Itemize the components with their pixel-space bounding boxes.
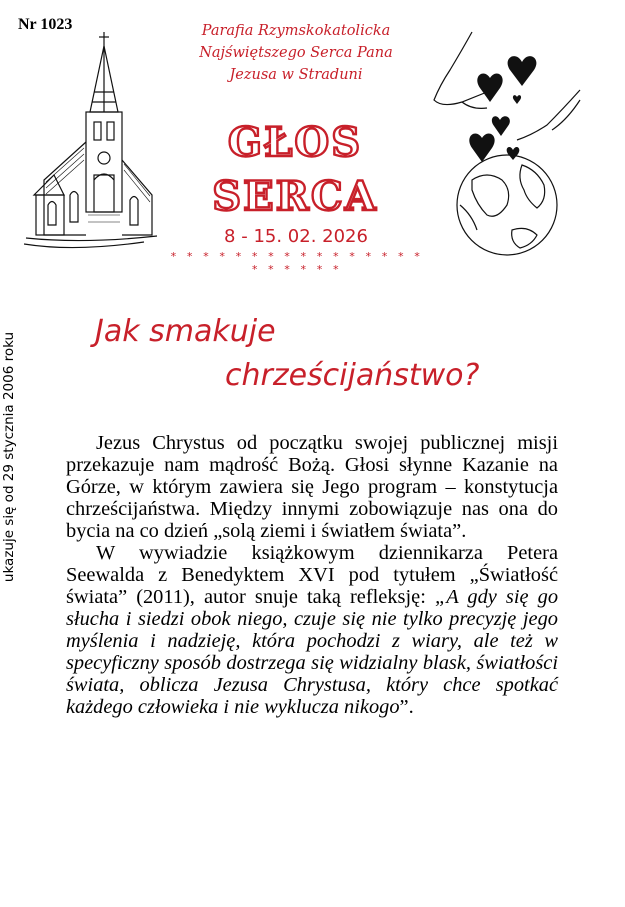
headline-line-1: Jak smakuje: [95, 314, 276, 349]
article-headline: [85, 305, 545, 405]
title-line-1: GŁOS: [227, 119, 363, 166]
parish-line-1: Parafia Rzymskokatolicka: [201, 23, 391, 39]
issue-dates: 8 - 15. 02. 2026: [224, 226, 368, 247]
newsletter-title: [200, 110, 390, 220]
star-divider: * * * * * * * * * * * * * * * * * * * * * *: [170, 250, 422, 276]
article-paragraph-1: Jezus Chrystus od początku swojej publicznej misji przekazuje nam mądrość Bożą. Głosi słynne Kazanie na Górze, w którym zawiera się Jego program – konstytucja chrześcijaństwa. Między innymi zobowiązuje nas ona do bycia na co dzień „solą ziemi i światłem świata”.: [66, 432, 558, 542]
benedict-quote: „A gdy się go słucha i siedzi obok niego, czuje się nie tylko precyzję jego myślenia i nadzieję, która pochodzi z wiary, ale też w specyficzny sposób dostrzega się widzialny blask, światłości świata, oblicza Jezusa Chrystusa, który chce spotkać każdego człowieka i nie wyklucza nikogo: [66, 586, 559, 718]
parish-name: [170, 20, 422, 86]
article-body: [66, 432, 558, 718]
quote-end: ”.: [399, 696, 414, 718]
hands-hearts-globe-illustration: [432, 30, 582, 260]
issue-number: Nr 1023: [18, 16, 73, 33]
parish-line-2: Najświętszego Serca Pana: [199, 45, 393, 61]
title-line-2: SERCA: [212, 173, 378, 220]
paragraph-2-intro: W wywiadzie książkowym dziennikarza Petera Seewalda z Benedyktem XVI pod tytułem „Światłość świata” (2011), autor snuje taką refleksję:: [66, 542, 558, 608]
publication-since-note: ukazuje się od 29 stycznia 2006 roku: [1, 331, 17, 583]
church-illustration: [24, 30, 159, 252]
parish-line-3: Jezusa w Straduni: [229, 67, 363, 83]
article-paragraph-2: [66, 542, 558, 718]
headline-line-2: chrześcijaństwo?: [225, 358, 480, 393]
